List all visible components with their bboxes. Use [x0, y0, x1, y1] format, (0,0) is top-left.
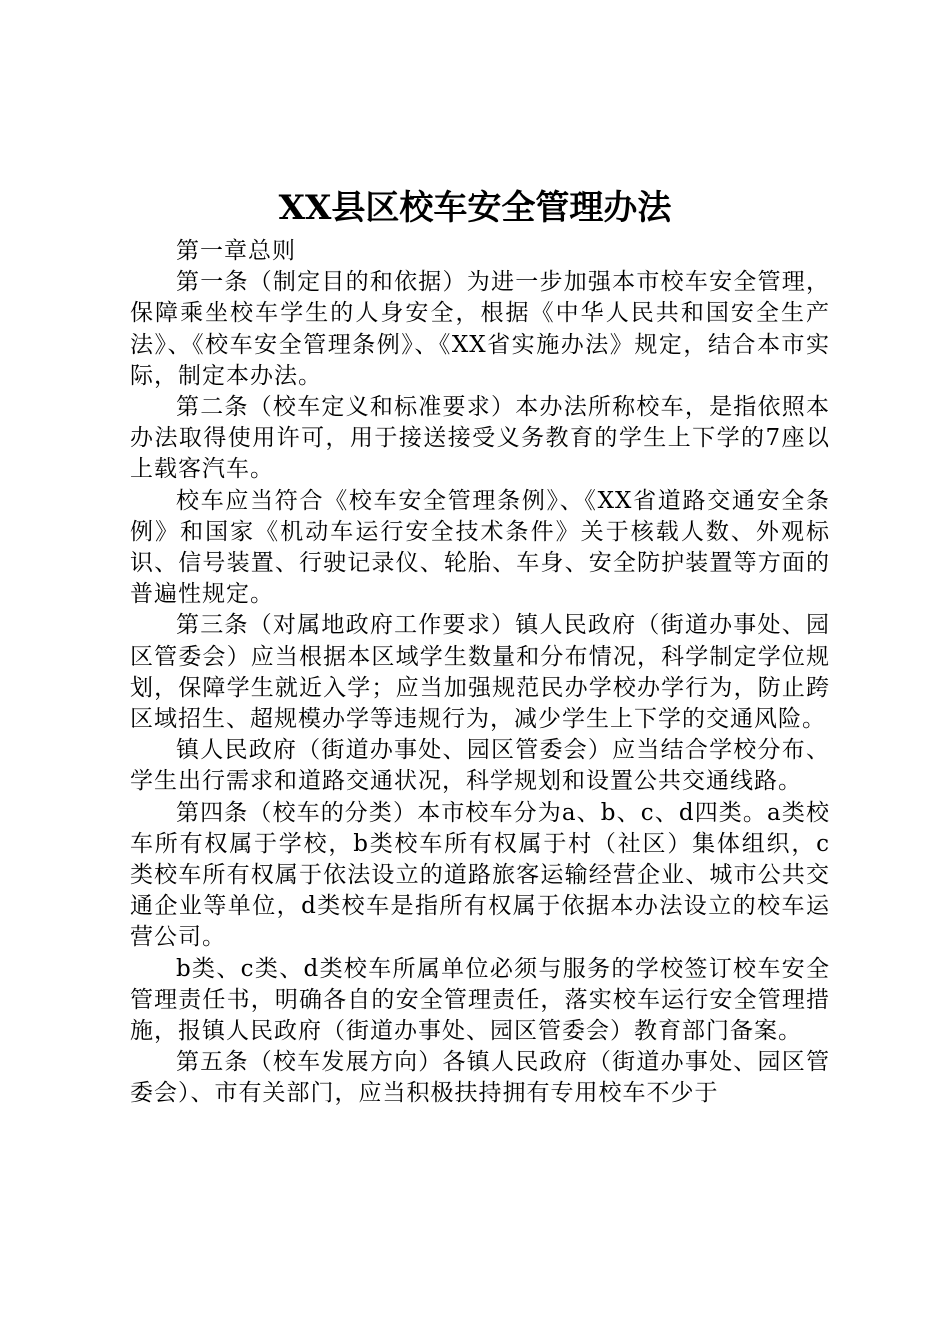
- document-body: [130, 236, 830, 1110]
- chapter-heading: 第一章总则: [176, 238, 296, 264]
- paragraph-article-2-standards: 校车应当符合《校车安全管理条例》、《XX省道路交通安全条例》和国家《机动车运行安全技术条件》关于核载人数、外观标识、信号装置、行驶记录仪、轮胎、车身、安全防护装置等方面的普遍性规定。: [130, 487, 830, 608]
- paragraph-article-4-responsibility: b类、c类、d类校车所属单位必须与服务的学校签订校车安全管理责任书，明确各自的安全管理责任，落实校车运行安全管理措施，报镇人民政府（街道办事处、园区管委会）教育部门备案。: [130, 955, 830, 1045]
- paragraph-article-2: 第二条（校车定义和标准要求）本办法所称校车，是指依照本办法取得使用许可，用于接送接受义务教育的学生上下学的7座以上载客汽车。: [130, 394, 830, 483]
- paragraph-article-4: 第四条（校车的分类）本市校车分为a、b、c、d四类。a类校车所有权属于学校，b类校车所有权属于村（社区）集体组织，c类校车所有权属于依法设立的道路旅客运输经营企业、城市公共交通企业等单位，d类校车是指所有权属于依据本办法设立的校车运营公司。: [130, 799, 830, 951]
- document-title: XX县区校车安全管理办法: [278, 188, 672, 228]
- paragraph-article-3-transit: 镇人民政府（街道办事处、园区管委会）应当结合学校分布、学生出行需求和道路交通状况，科学规划和设置公共交通线路。: [130, 737, 830, 795]
- paragraph-article-3: 第三条（对属地政府工作要求）镇人民政府（街道办事处、园区管委会）应当根据本区域学生数量和分布情况，科学制定学位规划，保障学生就近入学；应当加强规范民办学校办学行为，防止跨区域招生、超规模办学等违规行为，减少学生上下学的交通风险。: [130, 612, 830, 733]
- paragraph-article-5: 第五条（校车发展方向）各镇人民政府（街道办事处、园区管委会）、市有关部门，应当积极扶持拥有专用校车不少于: [130, 1049, 830, 1107]
- paragraph-article-1: 第一条（制定目的和依据）为进一步加强本市校车安全管理，保障乘坐校车学生的人身安全，根据《中华人民共和国安全生产法》、《校车安全管理条例》、《XX省实施办法》规定，结合本市实际，制定本办法。: [130, 269, 830, 389]
